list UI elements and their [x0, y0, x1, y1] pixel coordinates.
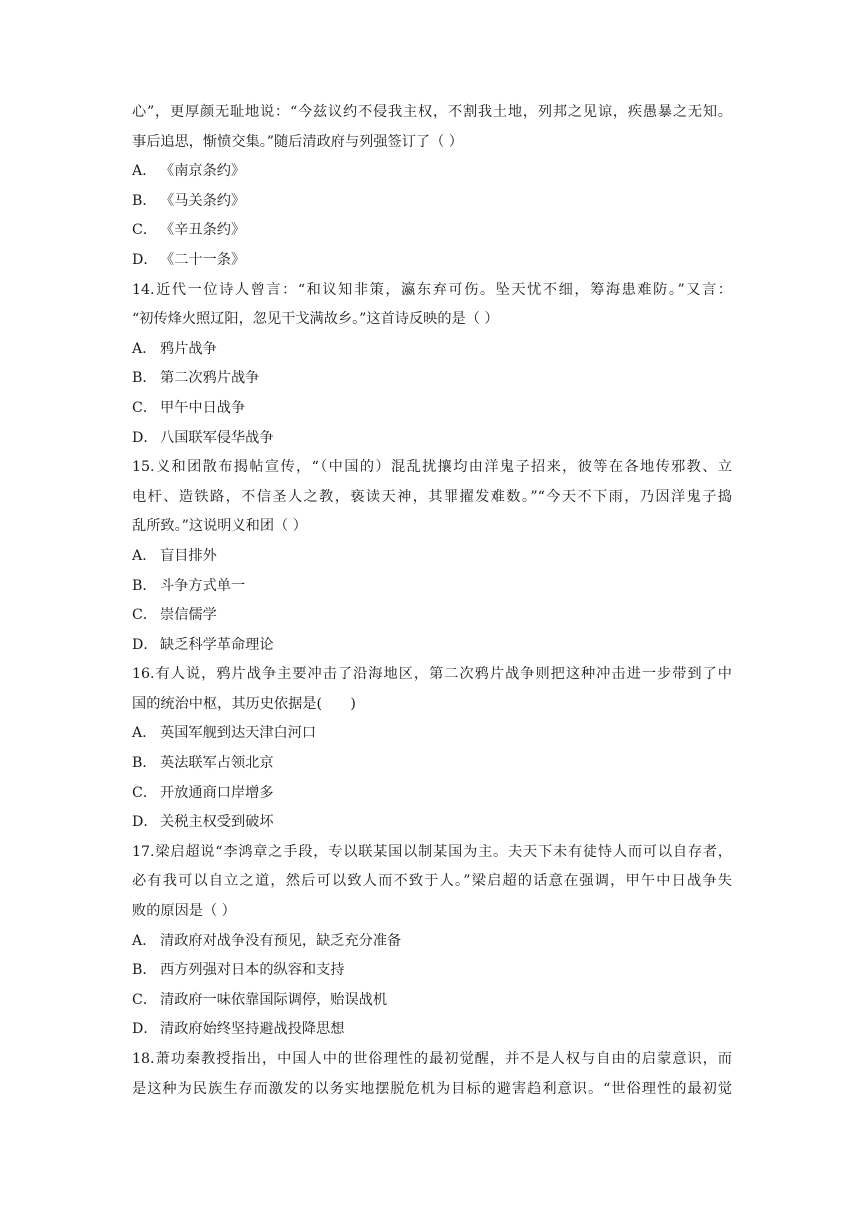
question-text-line: 败的原因是（ ）: [132, 903, 236, 920]
option-text: 《辛丑条约》: [160, 222, 246, 239]
option-c: [132, 601, 732, 631]
option-letter: C．: [132, 222, 158, 239]
option-text: 《南京条约》: [160, 163, 246, 180]
option-text: 鸦片战争: [160, 340, 217, 357]
question-text-line: 电杆、造铁路，不信圣人之教，亵读天神，其罪擢发难数。”“今天不下雨，乃因洋鬼子捣: [132, 488, 732, 505]
option-c: [132, 779, 732, 809]
option-b: [132, 749, 732, 779]
option-letter: D．: [132, 814, 158, 831]
option-letter: D．: [132, 636, 158, 653]
question-text-line: 是这种为民族生存而激发的以务实地摆脱危机为目标的避害趋利意识。“世俗理性的最初觉: [132, 1080, 732, 1097]
option-text: 西方列强对日本的纵容和支持: [160, 962, 345, 979]
option-b: [132, 956, 732, 986]
question-text-line: 18.萧功秦教授指出，中国人中的世俗理性的最初觉醒，并不是人权与自由的启蒙意识，而: [132, 1051, 732, 1067]
question-14: [132, 276, 732, 454]
question-text-line: 心”，更厚颜无耻地说：“今兹议约不侵我主权，不割我土地，列邦之见谅，疾愚暴之无知。: [132, 104, 732, 120]
question-16: [132, 660, 732, 838]
option-text: 甲午中日战争: [160, 399, 246, 416]
option-d: [132, 1015, 732, 1045]
option-text: 清政府始终坚持避战投降思想: [160, 1021, 345, 1038]
option-letter: B．: [132, 577, 157, 594]
option-a: [132, 927, 732, 957]
option-d: [132, 424, 732, 454]
option-text: 清政府对战争没有预见，缺乏充分准备: [160, 932, 402, 949]
option-letter: D．: [132, 1021, 158, 1038]
option-text: 八国联军侵华战争: [160, 429, 274, 446]
option-letter: D．: [132, 251, 158, 268]
question-17: [132, 838, 732, 1045]
option-b: [132, 187, 732, 217]
question-text-line: 国的统治中枢，其历史依据是( ): [132, 695, 356, 712]
question-15: [132, 453, 732, 660]
option-text: 斗争方式单一: [160, 577, 246, 594]
question-text-line: 16.有人说，鸦片战争主要冲击了沿海地区，第二次鸦片战争则把这种冲击进一步带到了中: [132, 666, 732, 683]
option-text: 《马关条约》: [160, 192, 246, 209]
option-d: [132, 808, 732, 838]
option-text: 盲目排外: [160, 547, 217, 564]
option-letter: A．: [132, 163, 157, 180]
option-text: 开放通商口岸增多: [160, 784, 274, 801]
option-text: 清政府一味依靠国际调停，贻误战机: [160, 991, 388, 1008]
question-text-line: “初传烽火照辽阳，忽见干戈满故乡。”这首诗反映的是（ ）: [132, 311, 499, 328]
option-letter: A．: [132, 725, 157, 742]
question-18: [132, 1045, 732, 1104]
question-text-line: 乱所致。”这说明义和团（ ）: [132, 518, 307, 535]
option-letter: B．: [132, 962, 157, 979]
option-text: 英国军舰到达天津白河口: [160, 725, 317, 742]
option-text: 英法联军占领北京: [160, 755, 274, 772]
option-text: 《二十一条》: [160, 251, 246, 268]
option-letter: D．: [132, 429, 158, 446]
option-letter: B．: [132, 755, 157, 772]
question-13-continued: [132, 98, 732, 276]
option-text: 缺乏科学革命理论: [160, 636, 274, 653]
document-page: [132, 98, 732, 1104]
option-a: [132, 335, 732, 365]
option-d: [132, 246, 732, 276]
option-a: [132, 719, 732, 749]
option-a: [132, 542, 732, 572]
option-letter: B．: [132, 192, 157, 209]
question-text-line: 事后追思，惭愤交集。”随后清政府与列强签订了（ ）: [132, 133, 463, 150]
option-b: [132, 364, 732, 394]
question-text-line: 15.义和团散布揭帖宣传，“（中国的）混乱扰攘均由洋鬼子招来，彼等在各地传邪教、立: [132, 459, 732, 476]
option-c: [132, 986, 732, 1016]
option-letter: C．: [132, 607, 158, 624]
option-text: 关税主权受到破坏: [160, 814, 274, 831]
question-text-line: 必有我可以自立之道，然后可以致人而不致于人。”梁启超的话意在强调，甲午中日战争失: [132, 873, 732, 890]
option-letter: A．: [132, 932, 157, 949]
option-d: [132, 631, 732, 661]
option-c: [132, 394, 732, 424]
option-letter: A．: [132, 547, 157, 564]
option-c: [132, 216, 732, 246]
option-text: 崇信儒学: [160, 607, 217, 624]
question-text-line: 14.近代一位诗人曾言：“和议知非策，瀛东弃可伤。坠天忧不细，筹海患难防。”又言：: [132, 281, 732, 298]
question-text-line: 17.梁启超说“李鸿章之手段，专以联某国以制某国为主。夫天下未有徒恃人而可以自存者，: [132, 843, 732, 860]
option-letter: C．: [132, 784, 158, 801]
option-letter: B．: [132, 370, 157, 387]
option-b: [132, 572, 732, 602]
option-letter: C．: [132, 399, 158, 416]
option-a: [132, 157, 732, 187]
option-letter: C．: [132, 991, 158, 1008]
option-text: 第二次鸦片战争: [160, 370, 260, 387]
option-letter: A．: [132, 340, 157, 357]
